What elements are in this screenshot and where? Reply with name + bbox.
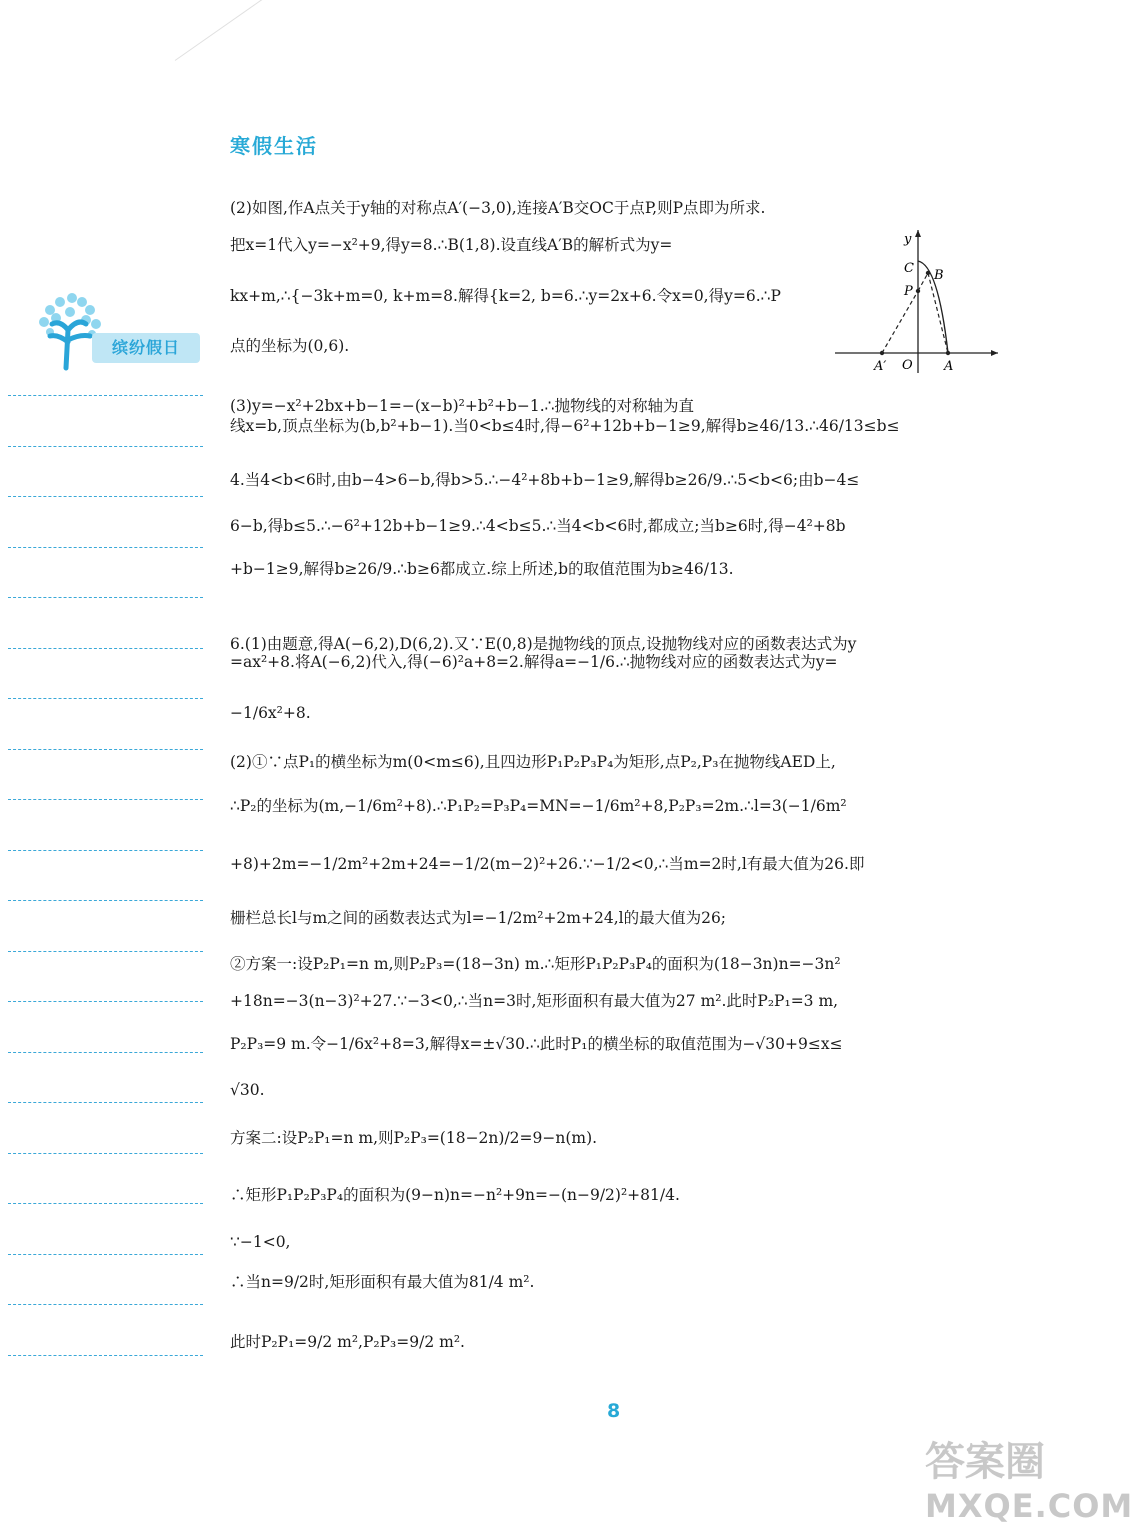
text-line: 方案二:设P₂P₁=n m,则P₂P₃=(18−2n)/2=9−n(m). bbox=[230, 1129, 598, 1147]
page-number: 8 bbox=[607, 1400, 621, 1422]
text-line: 栅栏总长l与m之间的函数表达式为l=−1/2m²+2m+24,l的最大值为26; bbox=[230, 909, 727, 927]
text-line: ②方案一:设P₂P₁=n m,则P₂P₃=(18−3n) m.∴矩形P₁P₂P₃P₄的面积为(18−3n)n=−3n² bbox=[230, 955, 841, 973]
text-line: 6−b,得b≤5.∴−6²+12b+b−1≥9.∴4<b≤5.∴当4<b<6时,都成立;当b≥6时,得−4²+8b bbox=[230, 517, 846, 535]
page-header-title: 寒假生活 bbox=[230, 134, 318, 158]
text-line: 此时P₂P₁=9/2 m²,P₂P₃=9/2 m². bbox=[230, 1333, 465, 1351]
text-line: ∴当n=9/2时,矩形面积有最大值为81/4 m². bbox=[230, 1273, 535, 1291]
text-line: 6.(1)由题意,得A(−6,2),D(6,2).又∵E(0,8)是抛物线的顶点,设抛物线对应的函数表达式为y bbox=[230, 635, 857, 653]
graph-label-o: O bbox=[902, 358, 913, 373]
text-line: 线x=b,顶点坐标为(b,b²+b−1).当0<b≤4时,得−6²+12b+b−1≥9,解得b≥46/13.∴46/13≤b≤ bbox=[230, 417, 900, 435]
text-line: ∴矩形P₁P₂P₃P₄的面积为(9−n)n=−n²+9n=−(n−9/2)²+81/4. bbox=[230, 1186, 680, 1204]
parabola-graph bbox=[830, 225, 1000, 375]
text-line: (3)y=−x²+2bx+b−1=−(x−b)²+b²+b−1.∴抛物线的对称轴为直 bbox=[230, 397, 695, 415]
watermark-text: 答案圈 bbox=[925, 1439, 1045, 1485]
text-line: 点的坐标为(0,6). bbox=[230, 337, 350, 355]
text-line: −1/6x²+8. bbox=[230, 704, 311, 722]
text-line: (2)如图,作A点关于y轴的对称点A′(−3,0),连接A′B交OC于点P,则P点即为所求. bbox=[230, 199, 766, 217]
margin-dashed-lines bbox=[8, 395, 203, 1405]
text-line: ∴P₂的坐标为(m,−1/6m²+8).∴P₁P₂=P₃P₄=MN=−1/6m²+8,P₂P₃=2m.∴l=3(−1/6m² bbox=[230, 797, 847, 815]
watermark-url: MXQE.COM bbox=[925, 1487, 1133, 1525]
text-line: +8)+2m=−1/2m²+2m+24=−1/2(m−2)²+26.∵−1/2<0,∴当m=2时,l有最大值为26.即 bbox=[230, 855, 865, 873]
text-line: ∵−1<0, bbox=[230, 1233, 291, 1251]
graph-label-a: A bbox=[944, 359, 954, 374]
text-line: +18n=−3(n−3)²+27.∵−3<0,∴当n=3时,矩形面积有最大值为27 m².此时P₂P₁=3 m, bbox=[230, 992, 839, 1010]
text-line: kx+m,∴{−3k+m=0, k+m=8.解得{k=2, b=6.∴y=2x+6.令x=0,得y=6.∴P bbox=[230, 287, 781, 305]
watermark bbox=[925, 1440, 1133, 1528]
text-line: P₂P₃=9 m.令−1/6x²+8=3,解得x=±√30.∴此时P₁的横坐标的取值范围为−√30+9≤x≤ bbox=[230, 1035, 843, 1053]
text-line: 把x=1代入y=−x²+9,得y=8.∴B(1,8).设直线A′B的解析式为y= bbox=[230, 236, 673, 254]
graph-label-y: y bbox=[904, 232, 912, 247]
decorative-line bbox=[175, 0, 266, 61]
text-line: 4.当4<b<6时,由b−4>6−b,得b>5.∴−4²+8b+b−1≥9,解得b≥26/9.∴5<b<6;由b−4≤ bbox=[230, 471, 860, 489]
text-line: √30. bbox=[230, 1081, 265, 1099]
text-line: +b−1≥9,解得b≥26/9.∴b≥6都成立.综上所述,b的取值范围为b≥46/13. bbox=[230, 560, 734, 578]
text-line: (2)①∵点P₁的横坐标为m(0<m≤6),且四边形P₁P₂P₃P₄为矩形,点P₂,P₃在抛物线AED上, bbox=[230, 753, 836, 771]
graph-label-p: P bbox=[904, 284, 913, 299]
graph-label-b: B bbox=[934, 268, 944, 283]
graph-label-c: C bbox=[904, 261, 914, 276]
text-line: =ax²+8.将A(−6,2)代入,得(−6)²a+8=2.解得a=−1/6.∴抛物线对应的函数表达式为y= bbox=[230, 653, 838, 671]
graph-label-a-prime: A′ bbox=[874, 359, 887, 374]
logo-label: 缤纷假日 bbox=[92, 333, 200, 363]
